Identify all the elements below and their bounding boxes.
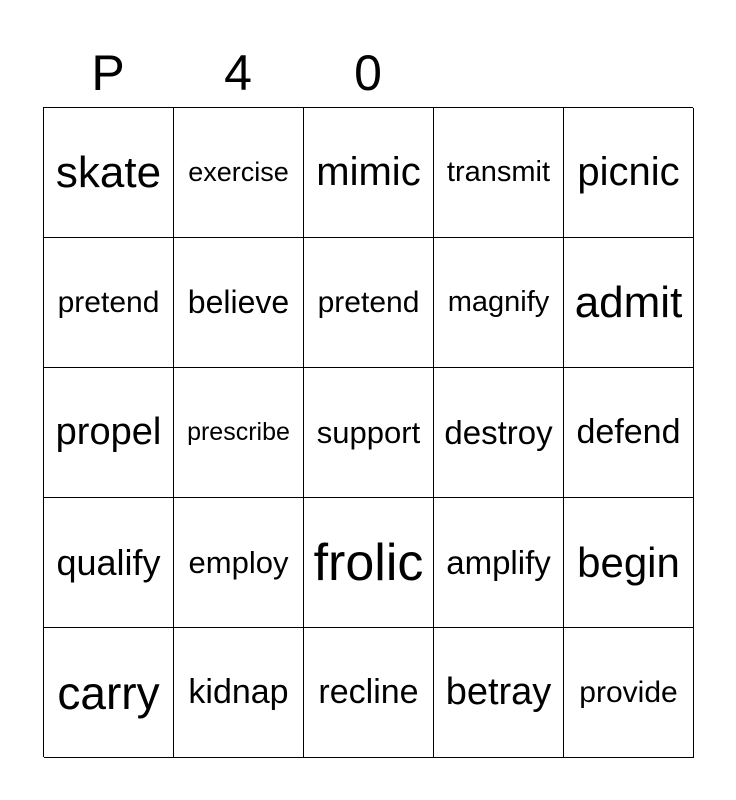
bingo-board [43, 107, 693, 757]
bingo-cell[interactable] [174, 238, 304, 368]
cell-word: kidnap [188, 673, 289, 711]
bingo-cell[interactable] [44, 238, 174, 368]
cell-word: transmit [446, 156, 551, 188]
bingo-cell[interactable] [174, 628, 304, 758]
bingo-cell[interactable] [304, 498, 434, 628]
cell-word: betray [445, 671, 552, 713]
bingo-cell[interactable] [174, 498, 304, 628]
cell-word: amplify [446, 543, 551, 581]
bingo-cell[interactable] [434, 498, 564, 628]
bingo-cell[interactable] [434, 238, 564, 368]
bingo-cell[interactable] [44, 628, 174, 758]
cell-word: qualify [56, 541, 161, 583]
header-letter-1: P [91, 45, 125, 101]
cell-word: frolic [313, 533, 424, 592]
cell-word: picnic [577, 150, 680, 194]
cell-word: pretend [57, 285, 160, 319]
cell-word: propel [55, 411, 162, 453]
cell-word: admit [574, 277, 683, 327]
bingo-cell[interactable] [44, 368, 174, 498]
bingo-cell[interactable] [564, 108, 694, 238]
header-letter-3: 0 [354, 45, 382, 101]
cell-word: mimic [316, 150, 421, 194]
bingo-cell[interactable] [434, 368, 564, 498]
cell-word: skate [55, 147, 162, 197]
bingo-cell[interactable] [304, 238, 434, 368]
cell-word: support [316, 414, 421, 450]
cell-word: employ [188, 544, 289, 580]
bingo-cell[interactable] [434, 108, 564, 238]
cell-word: exercise [188, 157, 289, 187]
bingo-cell[interactable] [564, 238, 694, 368]
cell-word: begin [577, 538, 680, 586]
bingo-cell[interactable] [304, 628, 434, 758]
header-letter-5 [563, 40, 693, 106]
cell-word: magnify [447, 286, 550, 318]
bingo-cell[interactable] [564, 368, 694, 498]
bingo-cell[interactable] [564, 628, 694, 758]
bingo-cell[interactable] [44, 498, 174, 628]
bingo-cell[interactable] [564, 498, 694, 628]
bingo-header [43, 40, 693, 106]
header-letter-2: 4 [224, 45, 252, 101]
cell-word: provide [579, 675, 678, 709]
bingo-cell[interactable] [174, 368, 304, 498]
cell-word: pretend [317, 285, 420, 319]
cell-word: believe [187, 284, 290, 320]
header-letter-4 [433, 40, 563, 106]
bingo-cell[interactable] [304, 368, 434, 498]
bingo-cell[interactable] [434, 628, 564, 758]
cell-word: recline [318, 673, 419, 711]
bingo-cell[interactable] [304, 108, 434, 238]
cell-word: destroy [444, 413, 553, 451]
cell-word: prescribe [187, 418, 290, 446]
cell-word: defend [576, 413, 681, 451]
cell-word: carry [57, 666, 160, 719]
bingo-cell[interactable] [174, 108, 304, 238]
bingo-cell[interactable] [44, 108, 174, 238]
